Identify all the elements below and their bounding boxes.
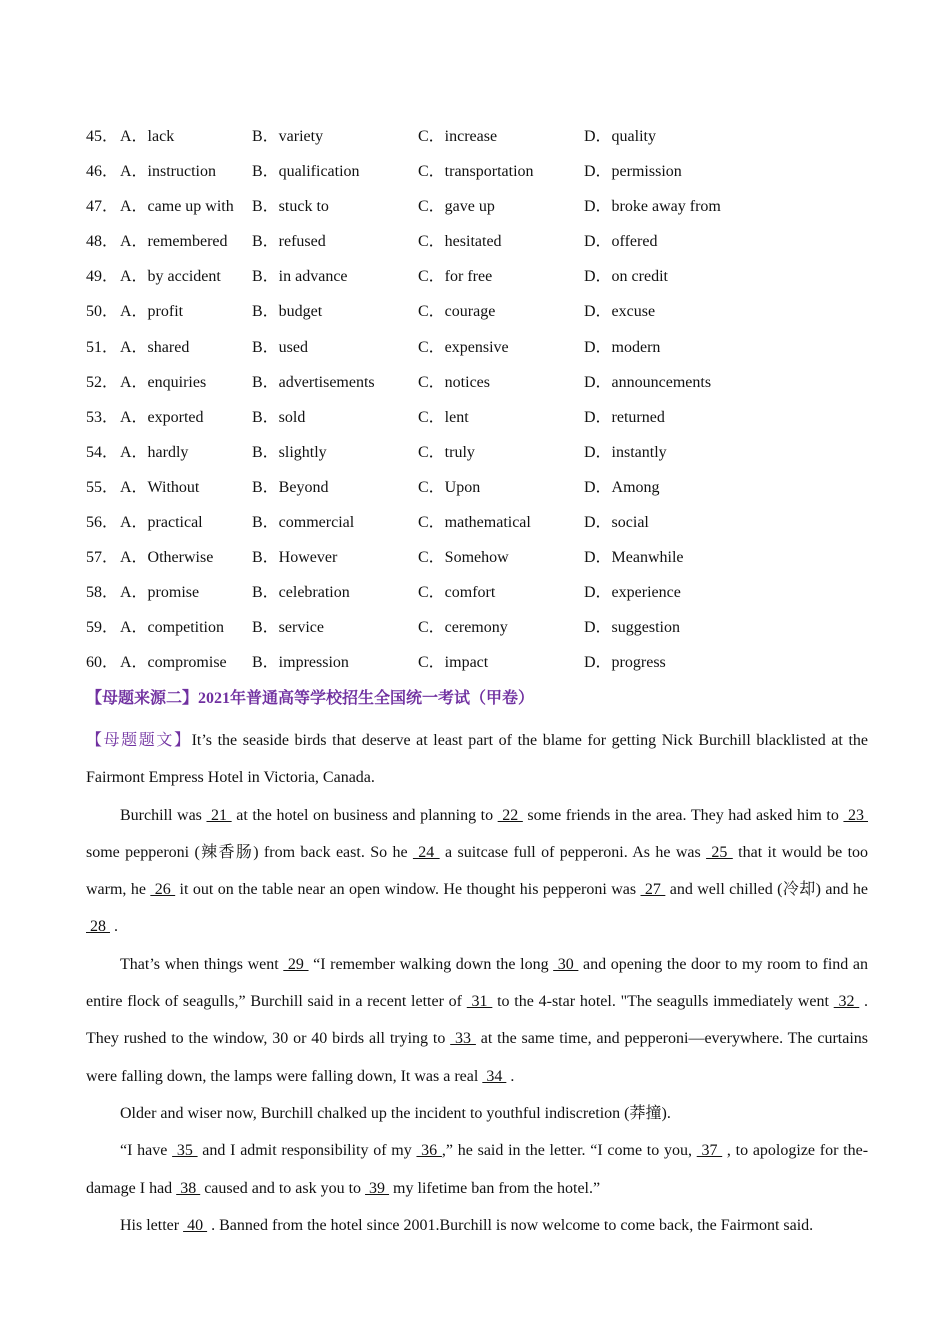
answer-blank: 36 — [416, 1142, 442, 1160]
passage-intro-text: It’s the seaside birds that deserve at least part of the blame for getting Nick Burchill blacklisted at the Fairmont Empress Hotel in Victoria, Canada. — [86, 732, 868, 787]
passage-text: . — [506, 1067, 515, 1085]
answer-blank: 34 — [482, 1067, 507, 1085]
option-d: D．suggestion — [584, 619, 681, 637]
passage-label: 【母题题文】 — [86, 732, 192, 749]
question-number: 47． — [86, 198, 119, 216]
option-a: A．hardly — [120, 443, 189, 461]
answer-blank: 39 — [365, 1179, 390, 1197]
passage-text: “I remember walking down the long — [308, 955, 554, 973]
passage-text: a suitcase full of pepperoni. As he was — [439, 843, 707, 861]
question-number: 50． — [86, 303, 119, 321]
question-number: 54． — [86, 443, 119, 461]
answer-blank: 24 — [412, 843, 440, 861]
passage-text: that it would be too warm, he — [86, 843, 869, 899]
passage-text: it out on the table near an open window. He thought his pepperoni was — [175, 881, 641, 899]
option-b: B．celebration — [252, 584, 350, 602]
passage-text: some friends in the area. They had asked him to — [522, 806, 844, 824]
passage-text: at the same time, and pepperoni—everywhere. The curtains were falling down, the lamps were falling down, It was a real — [86, 1030, 868, 1085]
option-d: D．offered — [584, 233, 658, 251]
question-row — [86, 371, 886, 406]
option-c: C．notices — [418, 373, 490, 391]
answer-blank: 33 — [450, 1030, 476, 1048]
question-row — [86, 511, 886, 546]
option-b: B．advertisements — [252, 373, 375, 391]
answer-blank: 23 — [843, 806, 869, 824]
passage-text: “I have — [120, 1142, 173, 1160]
option-c: C．Upon — [418, 478, 481, 496]
passage-text: His letter — [120, 1216, 184, 1234]
option-d: D．social — [584, 514, 649, 532]
question-number: 51． — [86, 338, 119, 356]
passage — [86, 722, 868, 1244]
question-number: 58． — [86, 584, 119, 602]
option-a: A．Otherwise — [120, 549, 214, 567]
option-b: B．refused — [252, 233, 326, 251]
question-number: 59． — [86, 619, 119, 637]
question-number: 53． — [86, 408, 119, 426]
option-a: A．shared — [120, 338, 190, 356]
passage-intro — [86, 722, 868, 797]
option-c: C．ceremony — [418, 619, 508, 637]
passage-text: That’s when things went — [120, 955, 284, 973]
answer-blank: 28 — [86, 918, 110, 936]
option-a: A．instruction — [120, 163, 216, 181]
option-d: D．broke away from — [584, 198, 721, 216]
passage-paragraph-5 — [86, 1207, 868, 1244]
option-b: B．impression — [252, 654, 349, 672]
option-a: A．exported — [120, 408, 204, 426]
answer-blank: 38 — [176, 1179, 201, 1197]
option-d: D．quality — [584, 128, 656, 145]
option-a: A．by accident — [120, 268, 221, 286]
option-b: B．in advance — [252, 268, 348, 286]
option-c: C．mathematical — [418, 514, 531, 532]
question-number: 48． — [86, 233, 119, 251]
answer-blank: 31 — [466, 993, 493, 1011]
answer-blank: 26 — [150, 881, 176, 899]
answer-blank: 21 — [206, 806, 232, 824]
question-row — [86, 230, 886, 265]
option-d: D．modern — [584, 338, 661, 356]
option-a: A．Without — [120, 478, 200, 496]
option-a: A．promise — [120, 584, 200, 602]
answer-blank: 22 — [497, 806, 523, 824]
option-c: C．truly — [418, 443, 475, 461]
option-b: B．sold — [252, 408, 306, 426]
answer-blank: 25 — [706, 843, 733, 861]
question-number: 46． — [86, 163, 119, 181]
question-row — [86, 546, 886, 581]
passage-text: caused and to ask you to — [200, 1179, 366, 1197]
passage-text: to the 4-star hotel. "The seagulls immediately went — [492, 993, 834, 1011]
option-b: B．used — [252, 338, 309, 356]
option-d: D．instantly — [584, 443, 667, 461]
answer-blank: 40 — [183, 1216, 208, 1234]
passage-text: . They rushed to the window, 30 or 40 birds all trying to — [86, 993, 869, 1048]
option-b: B．stuck to — [252, 198, 329, 216]
question-row — [86, 336, 886, 371]
answer-blank: 35 — [172, 1142, 198, 1160]
option-b: B．service — [252, 619, 324, 637]
option-a: A．compromise — [120, 654, 227, 672]
question-number: 55． — [86, 478, 119, 496]
question-row — [86, 160, 886, 195]
question-row — [86, 441, 886, 476]
passage-paragraph-4 — [86, 1132, 868, 1207]
passage-paragraph-2 — [86, 946, 868, 1095]
option-d: D．experience — [584, 584, 681, 602]
option-c: C．transportation — [418, 163, 534, 181]
question-row — [86, 406, 886, 441]
answer-options-list — [86, 125, 886, 687]
option-d: D．on credit — [584, 268, 668, 286]
passage-text: Burchill was — [120, 806, 207, 824]
passage-paragraph-3: Older and wiser now, Burchill chalked up the incident to youthful indiscretion (莽撞). — [120, 1104, 671, 1122]
passage-text: my lifetime ban from the hotel.” — [389, 1179, 601, 1197]
question-number: 57． — [86, 549, 119, 567]
option-a: A．practical — [120, 514, 203, 532]
passage-text: and I admit responsibility of my — [197, 1142, 417, 1160]
option-a: A．lack — [120, 128, 175, 145]
question-number: 52． — [86, 373, 119, 391]
answer-blank: 37 — [696, 1142, 723, 1160]
question-number: 45． — [86, 128, 119, 145]
question-number: 56． — [86, 514, 119, 532]
question-row — [86, 651, 886, 686]
option-d: D．returned — [584, 408, 665, 426]
question-row — [86, 300, 886, 335]
answer-blank: 29 — [283, 955, 309, 973]
option-c: C．comfort — [418, 584, 496, 602]
passage-text: . — [110, 918, 118, 936]
passage-text: , to apologize for the-damage I had — [86, 1142, 869, 1197]
answer-blank: 30 — [553, 955, 579, 973]
passage-text: at the hotel on business and planning to — [231, 806, 498, 824]
question-row — [86, 616, 886, 651]
option-c: C．gave up — [418, 198, 495, 216]
passage-text: and opening the door to my room to find an entire flock of seagulls,” Burchill said in a recent letter of — [86, 955, 868, 1011]
option-c: C．for free — [418, 268, 493, 286]
question-row — [86, 476, 886, 511]
option-c: C．lent — [418, 408, 469, 426]
option-b: B．slightly — [252, 443, 327, 461]
option-c: C．Somehow — [418, 549, 509, 567]
question-number: 60． — [86, 654, 119, 672]
passage-paragraph-1 — [86, 797, 868, 946]
option-a: A．remembered — [120, 233, 228, 251]
option-d: D．excuse — [584, 303, 656, 321]
option-a: A．profit — [120, 303, 184, 321]
source-heading: 【母题来源二】2021年普通高等学校招生全国统一考试（甲卷） — [86, 690, 535, 707]
answer-blank: 32 — [833, 993, 860, 1011]
option-a: A．enquiries — [120, 373, 207, 391]
question-number: 49． — [86, 268, 119, 286]
option-c: C．impact — [418, 654, 489, 672]
question-row — [86, 125, 886, 160]
option-d: D．Meanwhile — [584, 549, 684, 567]
option-b: B．budget — [252, 303, 323, 321]
option-b: B．variety — [252, 128, 324, 145]
option-d: D．Among — [584, 478, 660, 496]
option-c: C．expensive — [418, 338, 509, 356]
option-c: C．increase — [418, 128, 498, 145]
question-row — [86, 195, 886, 230]
passage-text: some pepperoni (辣香肠) from back east. So he — [86, 843, 413, 861]
option-b: B．qualification — [252, 163, 360, 181]
option-b: B．However — [252, 549, 338, 567]
passage-text: . Banned from the hotel since 2001.Burchill is now welcome to come back, the Fairmont said. — [207, 1216, 814, 1234]
option-c: C．hesitated — [418, 233, 502, 251]
option-a: A．came up with — [120, 198, 234, 216]
question-row — [86, 581, 886, 616]
option-d: D．announcements — [584, 373, 712, 391]
option-a: A．competition — [120, 619, 224, 637]
option-b: B．Beyond — [252, 478, 329, 496]
option-d: D．permission — [584, 163, 682, 181]
question-row — [86, 265, 886, 300]
option-b: B．commercial — [252, 514, 355, 532]
answer-blank: 27 — [640, 881, 666, 899]
option-c: C．courage — [418, 303, 496, 321]
passage-text: and well chilled (冷却) and he — [665, 881, 869, 899]
passage-text: ,” he said in the letter. “I come to you, — [441, 1142, 697, 1160]
option-d: D．progress — [584, 654, 666, 672]
